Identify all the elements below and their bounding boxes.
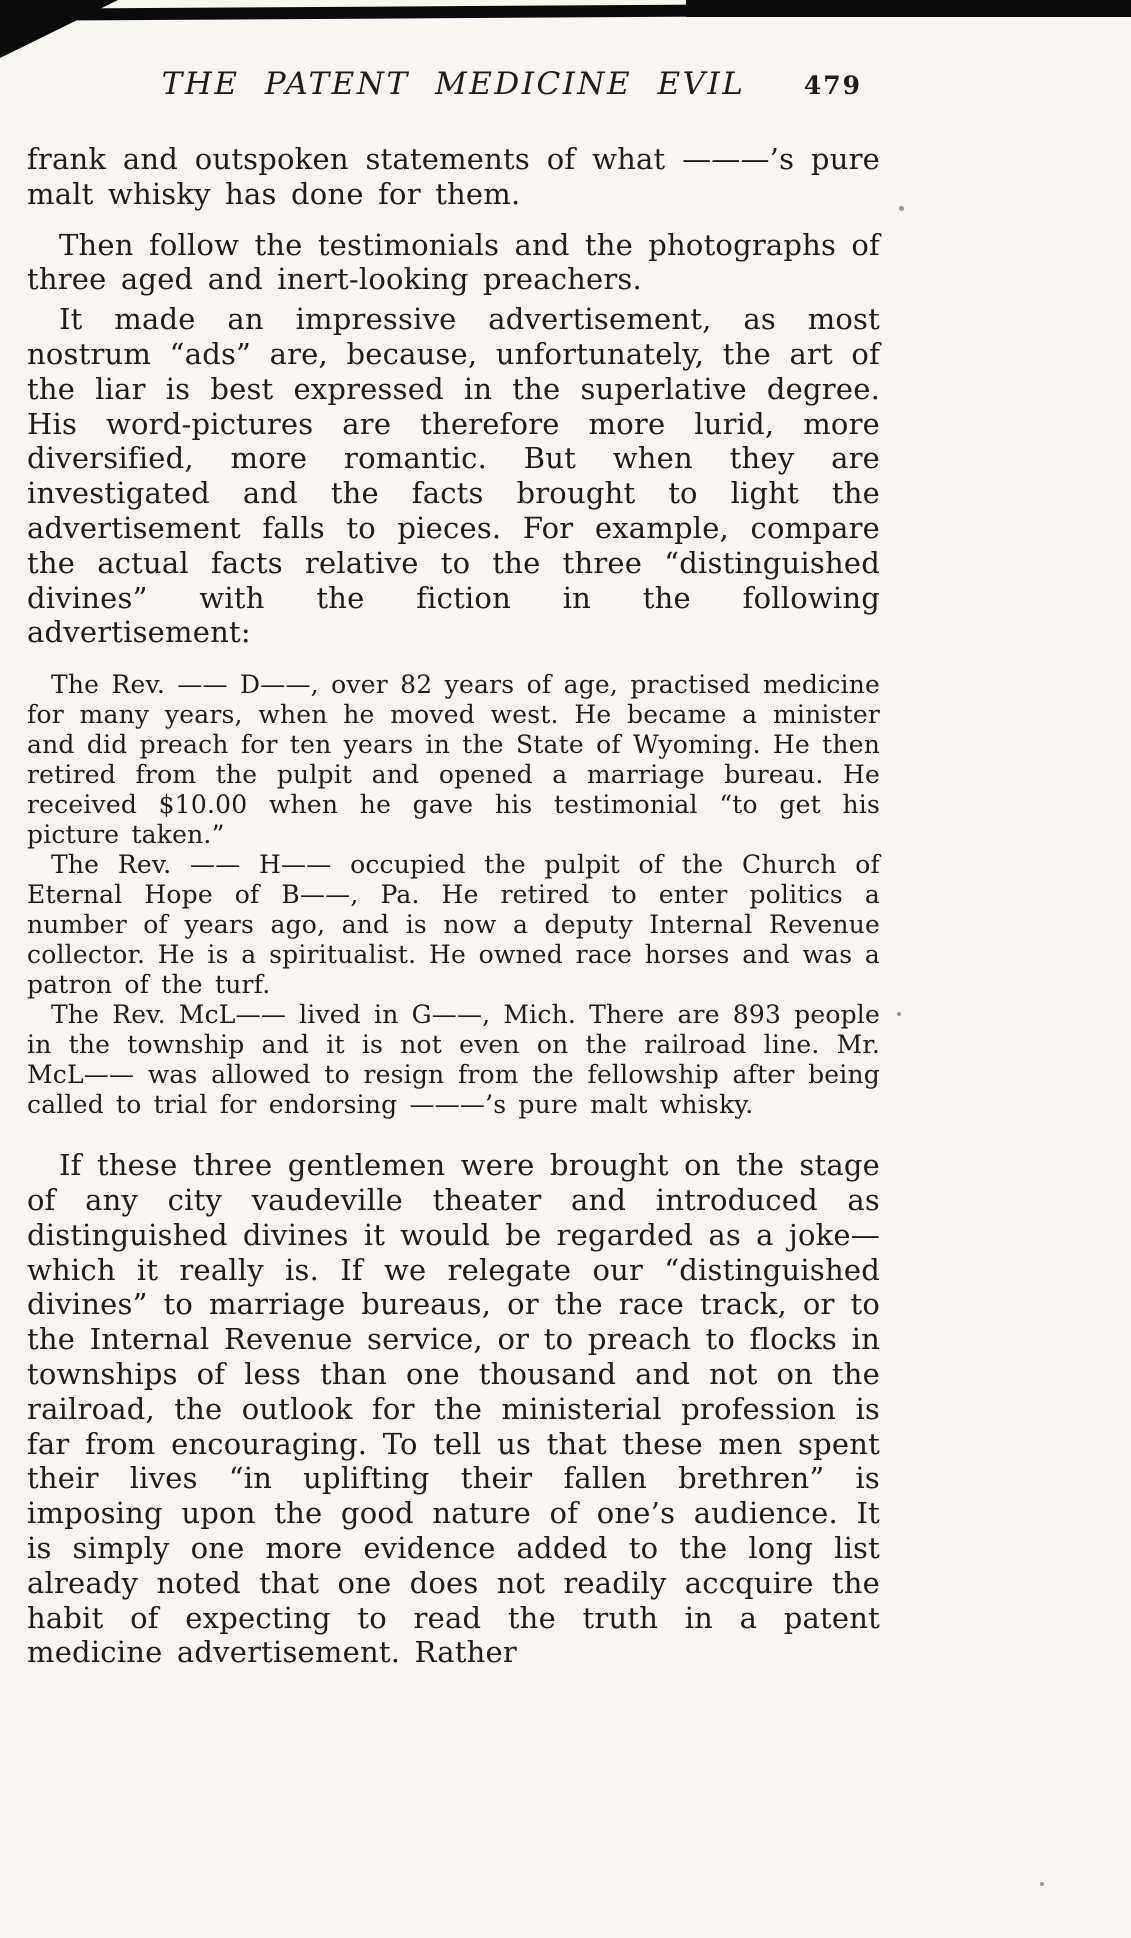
scan-artifact-top-right-bar — [686, 0, 1131, 17]
excerpt-paragraph: The Rev. McL—— lived in G——, Mich. There are 893 people in the township and it is not even on the railroad line. Mr. McL—— was allowed to resign from the fellowship after being called to trial for endorsing ———’s pure malt whisky. — [27, 1000, 880, 1120]
excerpt-paragraph: The Rev. —— D——, over 82 years of age, practised medicine for many years, when he moved west. He became a minister and did preach for ten years in the State of Wyoming. He then retired from the pulpit and opened a marriage bureau. He received $10.00 when he gave his testimonial “to get his picture taken.” — [27, 670, 880, 850]
paragraph: Then follow the testimonials and the photographs of three aged and inert-looking preachers. — [27, 227, 880, 297]
excerpt-paragraph: The Rev. —— H—— occupied the pulpit of the Church of Eternal Hope of B——, Pa. He retired to enter politics a number of years ago, and is now a deputy Internal Revenue collector. He is a spiritualist. He owned race horses and was a patron of the turf. — [27, 850, 880, 1000]
scan-speck — [1040, 1882, 1044, 1886]
paragraph: It made an impressive advertisement, as most nostrum “ads” are, because, unfortunately, the art of the liar is best expressed in the superlative degree. His word-pictures are therefore more lurid, more diversified, more romantic. But when they are investigated and the facts brought to light the advertisement falls to pieces. For example, compare the actual facts relative to the three “distinguished divines” with the fiction in the following advertisement: — [27, 302, 880, 650]
paragraph-continuation: frank and outspoken statements of what ———’s pure malt whisky has done for them. — [27, 142, 880, 211]
running-head-title: THE PATENT MEDICINE EVIL — [161, 66, 746, 102]
page-number: 479 — [803, 71, 862, 100]
text-column — [27, 142, 880, 1670]
scan-speck — [897, 1012, 901, 1016]
scan-speck — [899, 206, 904, 211]
running-head — [27, 66, 880, 108]
paragraph: If these three gentlemen were brought on the stage of any city vaudeville theater and introduced as distinguished divines it would be regarded as a joke—which it really is. If we relegate our “distinguished divines” to marriage bureaus, or the race track, or to the Internal Revenue service, or to preach to flocks in townships of less than one thousand and not on the railroad, the outlook for the ministerial profession is far from encouraging. To tell us that these men spent their lives “in uplifting their fallen brethren” is imposing upon the good nature of one’s audience. It is simply one more evidence added to the long list already noted that one does not readily accquire the habit of expecting to read the truth in a patent medicine advertisement. Rather — [27, 1148, 880, 1670]
